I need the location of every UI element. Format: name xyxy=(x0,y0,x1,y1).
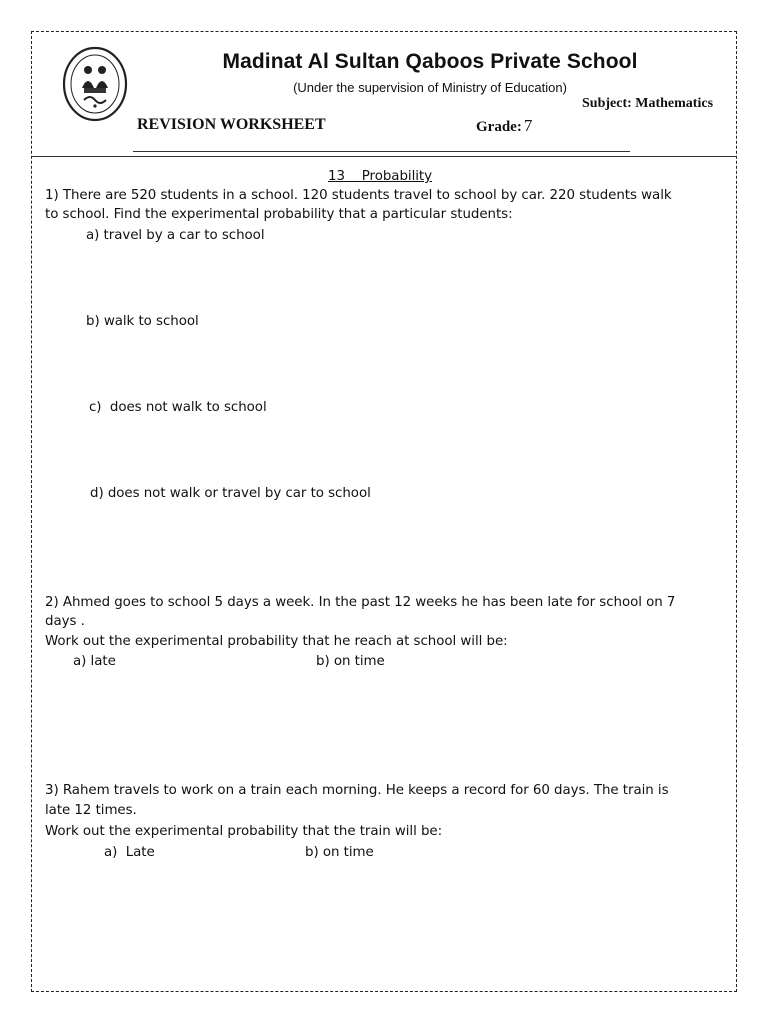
header-rule-bottom xyxy=(32,156,737,157)
question-2-part-b: b) on time xyxy=(316,654,385,669)
grade-field xyxy=(476,116,532,136)
question-1-part-c: c) does not walk to school xyxy=(89,400,267,415)
question-1-line-2: to school. Find the experimental probability that a particular students: xyxy=(45,207,513,222)
question-2-part-a: a) late xyxy=(73,654,116,669)
question-2-line-1: 2) Ahmed goes to school 5 days a week. In the past 12 weeks he has been late for school on 7 xyxy=(45,595,676,610)
question-3-line-2: late 12 times. xyxy=(45,803,137,818)
section-title: 13 Probability xyxy=(328,169,432,184)
school-name: Madinat Al Sultan Qaboos Private School xyxy=(222,50,638,73)
question-1-part-a: a) travel by a car to school xyxy=(86,228,265,243)
header-rule-top xyxy=(133,151,630,152)
question-1-part-b: b) walk to school xyxy=(86,314,199,329)
grade-label: Grade: xyxy=(476,119,522,135)
grade-value: 7 xyxy=(523,116,533,135)
question-3-part-a: a) Late xyxy=(104,845,155,860)
question-2-line-2: days . xyxy=(45,614,85,629)
question-1-part-d: d) does not walk or travel by car to school xyxy=(90,486,371,501)
worksheet-title: REVISION WORKSHEET xyxy=(137,116,326,133)
question-2-line-3: Work out the experimental probability that he reach at school will be: xyxy=(45,634,508,649)
subject-label: Subject: Mathematics xyxy=(582,96,714,111)
question-1-line-1: 1) There are 520 students in a school. 120 students travel to school by car. 220 students walk xyxy=(45,188,672,203)
question-3-part-b: b) on time xyxy=(305,845,374,860)
question-3-line-1: 3) Rahem travels to work on a train each morning. He keeps a record for 60 days. The train is xyxy=(45,783,669,798)
question-3-line-3: Work out the experimental probability that the train will be: xyxy=(45,824,443,839)
supervision-note: (Under the supervision of Ministry of Education) xyxy=(293,80,567,95)
